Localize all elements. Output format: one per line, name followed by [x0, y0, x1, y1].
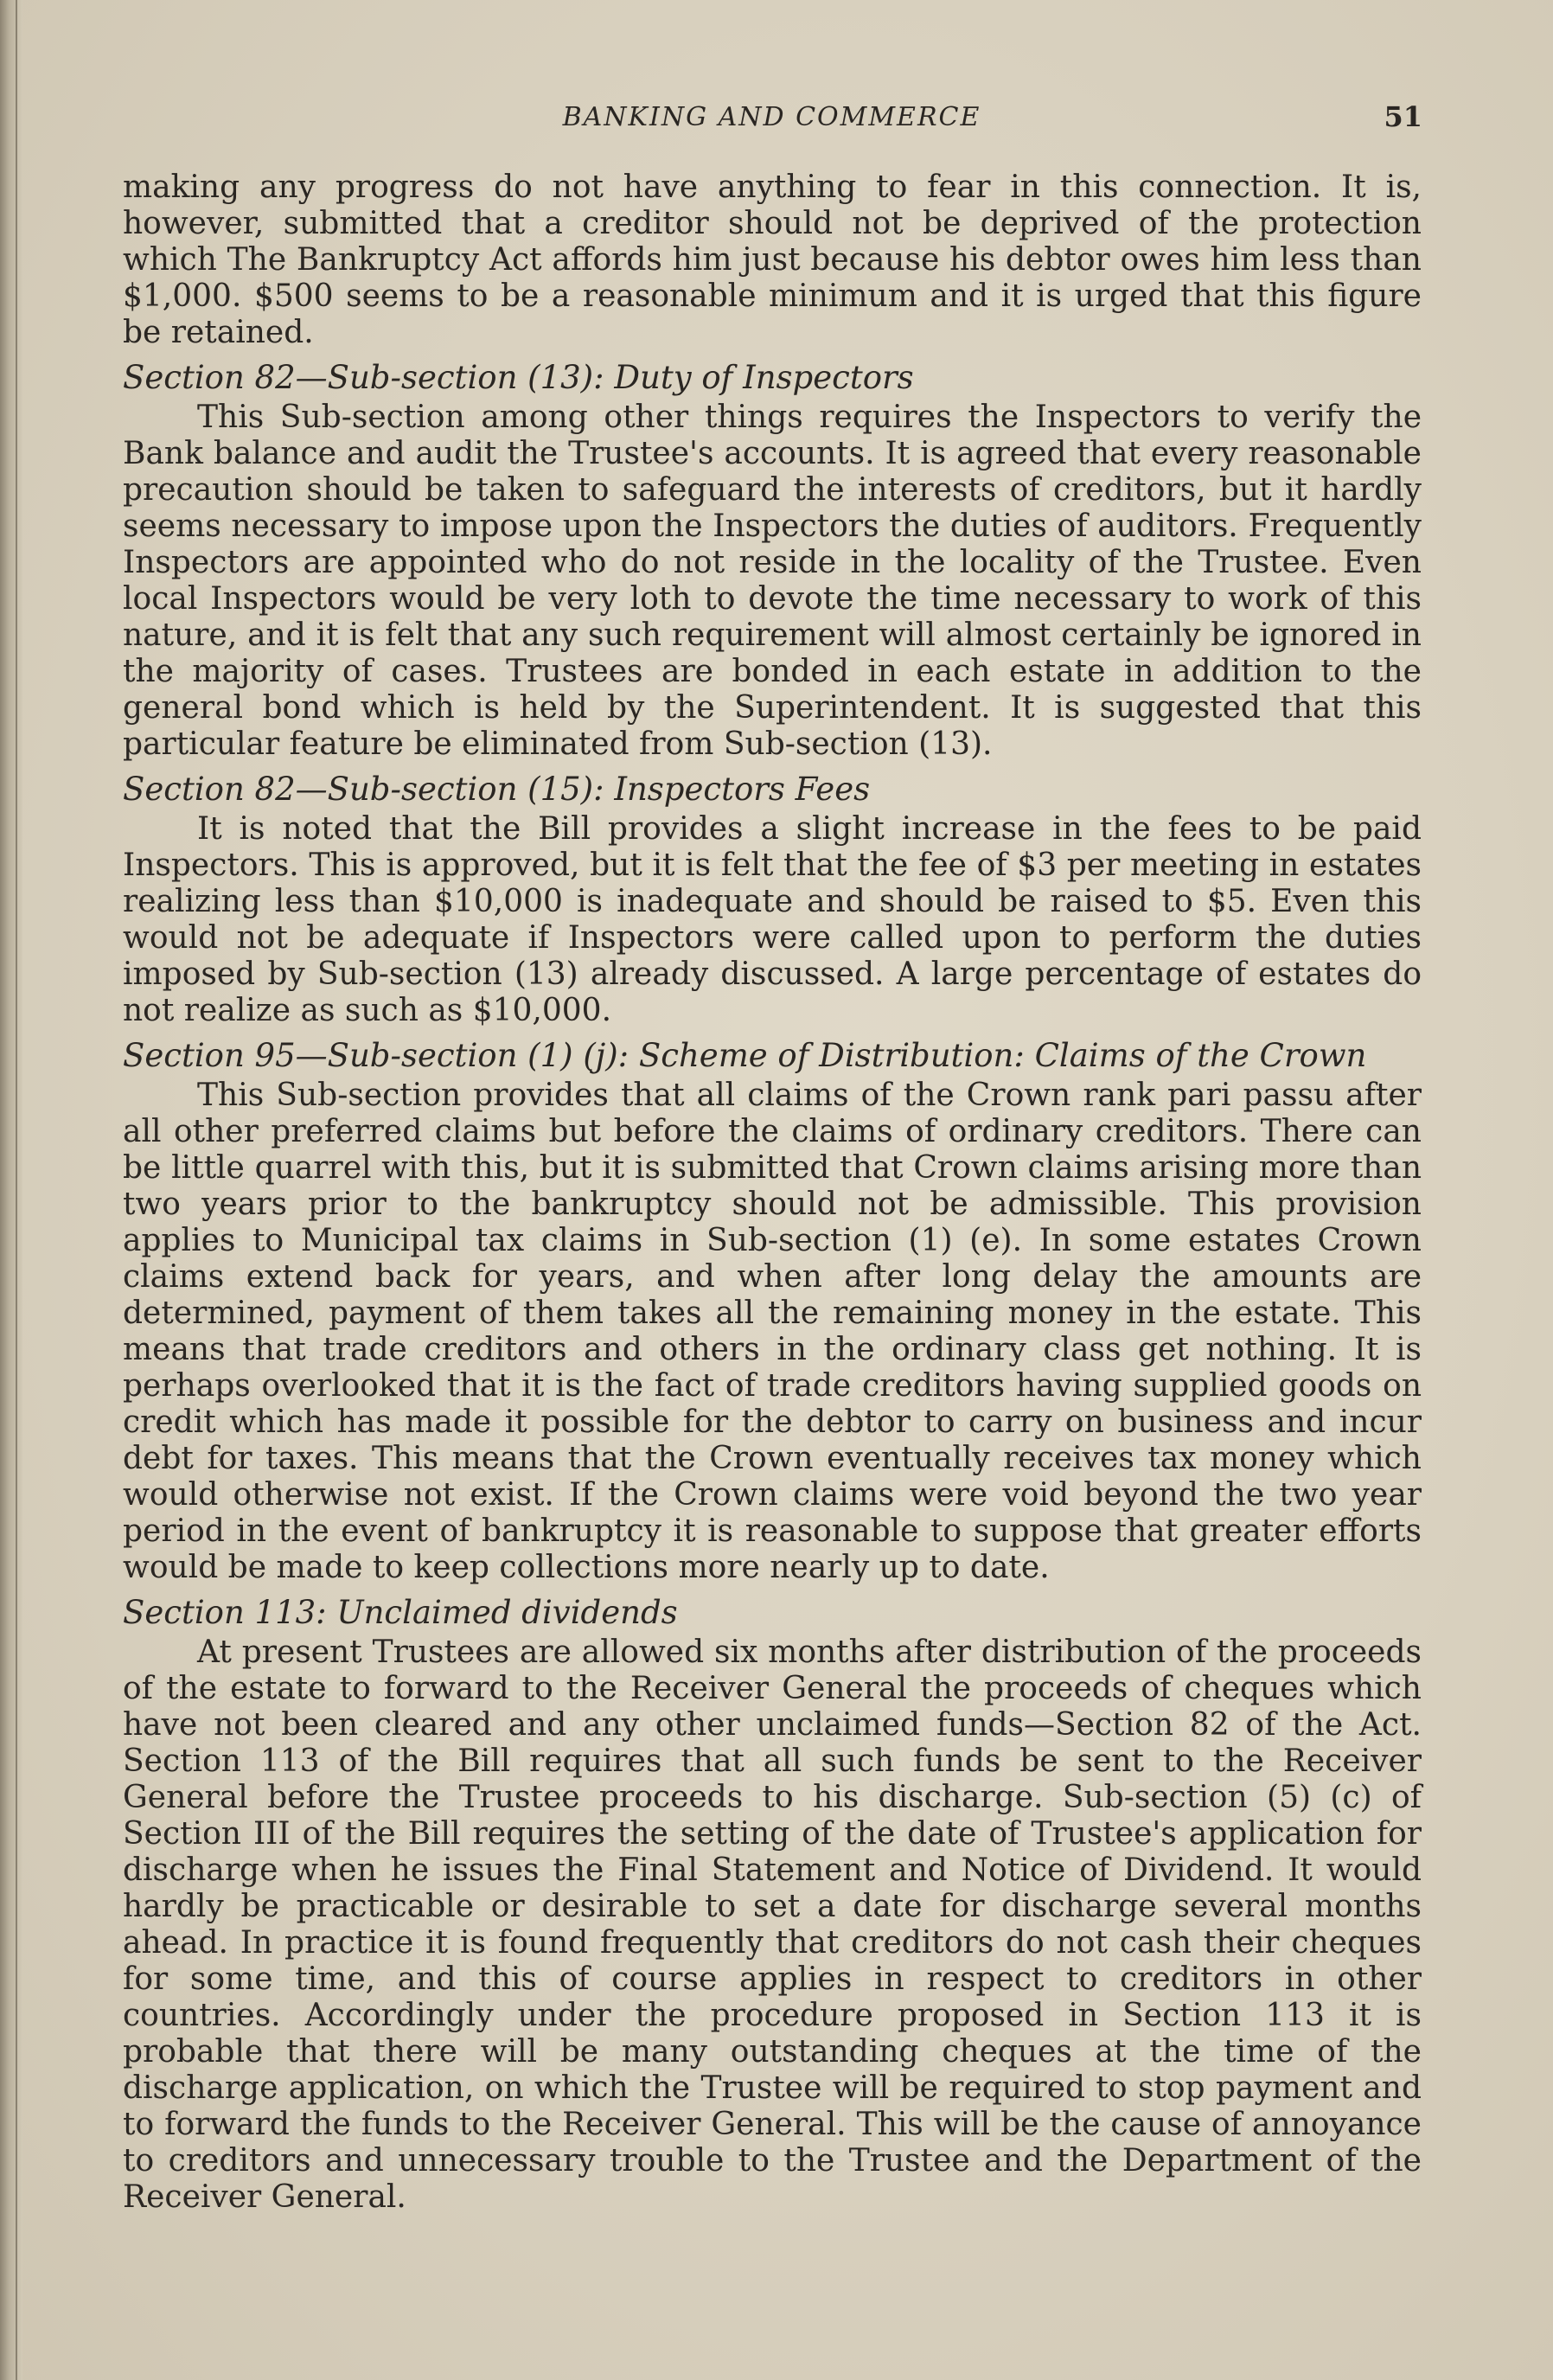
section-heading-inspectors-fees: Section 82—Sub-section (15): Inspectors Fees [123, 771, 871, 808]
section-paragraph-duty-of-inspectors: This Sub-section among other things requires the Inspectors to verify the Bank balance and audit the Trustee's accounts. It is agreed that every reasonable precaution should be taken to safeguard the interests of creditors, but it hardly seems necessary to impose upon the Inspectors the duties of auditors. Frequently Inspectors are appointed who do not reside in the locality of the Trustee. Even local Inspectors would be very loth to devote the time necessary to work of this nature, and it is felt that any such requirement will almost certainly be ignored in the majority of cases. Trustees are bonded in each estate in addition to the general bond which is held by the Superintendent. It is suggested that this particular feature be eliminated from Sub-section (13). [123, 400, 1422, 762]
page-body [123, 170, 1422, 2224]
intro-paragraph: making any progress do not have anything to fear in this connection. It is, however, submitted that a creditor should not be deprived of the protection which The Bankruptcy Act affords him just because his debtor owes him less than $1,000. $500 seems to be a reasonable minimum and it is urged that this figure be retained. [123, 170, 1422, 350]
running-title: BANKING AND COMMERCE [562, 102, 981, 132]
page-number: 51 [1384, 100, 1422, 133]
section-paragraph-claims-of-the-crown: This Sub-section provides that all claims of the Crown rank pari passu after all other preferred claims but before the claims of ordinary creditors. There can be little quarrel with this, but it is submitted that Crown claims arising more than two years prior to the bankruptcy should not be admissible. This provision applies to Municipal tax claims in Sub-section (1) (e). In some estates Crown claims extend back for years, and when after long delay the amounts are determined, payment of them takes all the remaining money in the estate. This means that trade creditors and others in the ordinary class get nothing. It is perhaps overlooked that it is the fact of trade creditors having supplied goods on credit which has made it possible for the debtor to carry on business and incur debt for taxes. This means that the Crown eventually receives tax money which would otherwise not exist. If the Crown claims were void beyond the two year period in the event of bankruptcy it is reasonable to suppose that greater efforts would be made to keep collections more nearly up to date. [123, 1078, 1422, 1585]
section-paragraph-unclaimed-dividends: At present Trustees are allowed six months after distribution of the proceeds of the estate to forward to the Receiver General the proceeds of cheques which have not been cleared and any other unclaimed funds—Section 82 of the Act. Section 113 of the Bill requires that all such funds be sent to the Receiver General before the Trustee proceeds to his discharge. Sub-section (5) (c) of Section III of the Bill requires the setting of the date of Trustee's application for discharge when he issues the Final Statement and Notice of Dividend. It would hardly be practicable or desirable to set a date for discharge several months ahead. In practice it is found frequently that creditors do not cash their cheques for some time, and this of course applies in respect to creditors in other countries. Accordingly under the procedure proposed in Section 113 it is probable that there will be many outstanding cheques at the time of the discharge application, on which the Trustee will be required to stop payment and to forward the funds to the Receiver General. This will be the cause of annoyance to creditors and unnecessary trouble to the Trustee and the Department of the Receiver General. [123, 1635, 1422, 2215]
section-heading-unclaimed-dividends: Section 113: Unclaimed dividends [123, 1594, 678, 1631]
section-paragraph-inspectors-fees: It is noted that the Bill provides a slight increase in the fees to be paid Inspectors. This is approved, but it is felt that the fee of $3 per meeting in estates realizing less than $10,000 is inadequate and should be raised to $5. Even this would not be adequate if Inspectors were called upon to perform the duties imposed by Sub-section (13) already discussed. A large percentage of estates do not realize as such as $10,000. [123, 811, 1422, 1028]
section-heading-duty-of-inspectors: Section 82—Sub-section (13): Duty of Inspectors [123, 359, 914, 396]
section-heading-claims-of-the-crown: Section 95—Sub-section (1) (j): Scheme of Distribution: Claims of the Crown [123, 1037, 1367, 1074]
running-head [121, 97, 1422, 140]
binding-line [16, 0, 17, 2380]
page-binding-edge [0, 0, 22, 2380]
